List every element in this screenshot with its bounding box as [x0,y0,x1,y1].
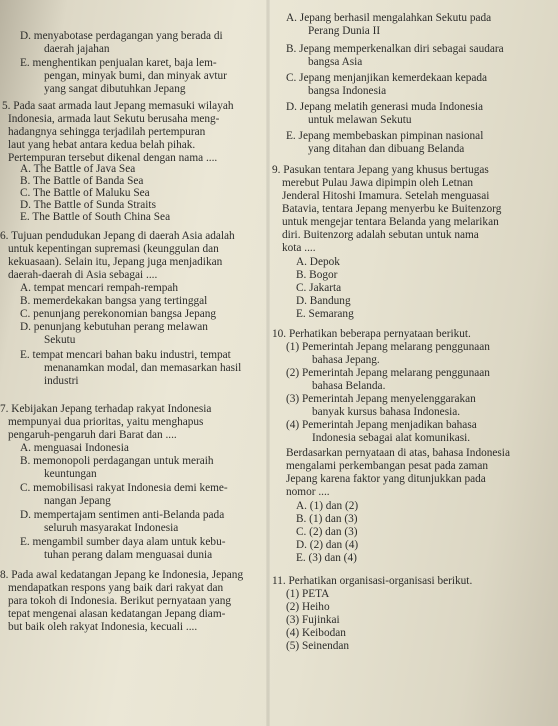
text-line: kekuasaan). Selain itu, Jepang juga menjadikan [8,256,223,268]
text-line: mendapatkan respons yang baik dari rakyat dan [8,582,224,594]
text-line: para tokoh di Indonesia. Berikut pernyataan yang [8,595,232,607]
text-line: industri [44,375,79,387]
text-line: D. mempertajam sentimen anti-Belanda pada [20,509,225,521]
text-line: (5) Seinendan [286,640,350,652]
text-line: C. memobilisasi rakyat Indonesia demi keme- [20,482,228,494]
text-line: Perang Dunia II [308,25,381,37]
text-line: (3) Pemerintah Jepang menyelenggarakan [286,393,476,405]
text-line: Jenderal Hitoshi Imamura. Setelah menguasai [282,190,490,202]
text-line: 7. Kebijakan Jepang terhadap rakyat Indonesia [0,403,212,415]
text-line: Batavia, tentara Jepang menyerbu ke Buitenzorg [282,203,502,215]
text-line: laut yang hebat antara kedua belah pihak. [8,139,196,151]
text-line: pengan, minyak bumi, dan minyak avtur [44,70,227,82]
text-line: seluruh masyarakat Indonesia [44,522,179,534]
text-line: A. The Battle of Java Sea [20,163,136,175]
text-line: (2) Heiho [286,601,330,613]
text-line: D. Bandung [296,295,351,307]
text-line: yang ditahan dan dibuang Belanda [308,143,465,155]
text-line: A. Jepang berhasil mengalahkan Sekutu pada [286,12,492,24]
text-line: untuk kepentingan supremasi (keunggulan dan [8,243,219,255]
text-line: daerah-daerah di Asia sebagai .... [8,269,158,281]
text-line: bangsa Asia [308,56,363,68]
text-line: merebut Pulau Jawa dipimpin oleh Letnan [282,177,474,189]
text-line: pengaruh-pengaruh dari Barat dan .... [8,429,177,441]
text-line: yang sangat dibutuhkan Jepang [44,83,186,95]
text-line: tuhan perang dalam menguasai dunia [44,549,213,561]
text-line: mempunyai dua prioritas, yaitu menghapus [8,416,204,428]
text-line: D. The Battle of Sunda Straits [20,199,156,211]
text-line: 11. Perhatikan organisasi-organisasi berikut. [272,575,473,587]
text-line: A. (1) dan (2) [296,500,359,512]
text-line: bahasa Belanda. [312,380,386,392]
text-line: C. penunjang perekonomian bangsa Jepang [20,308,217,320]
text-line: nangan Jepang [44,495,111,507]
text-line: bahasa Jepang. [312,354,380,366]
text-line: (4) Pemerintah Jepang menjadikan bahasa [286,419,477,431]
text-line: (3) Fujinkai [286,614,340,626]
text-line: (1) PETA [286,588,330,600]
text-line: D. Jepang melatih generasi muda Indonesia [286,101,484,113]
text-line: C. Jakarta [296,282,342,294]
text-line: A. Depok [296,256,340,268]
text-line: 10. Perhatikan beberapa pernyataan berikut. [272,328,471,340]
text-line: bangsa Indonesia [308,85,387,97]
text-line: Jepang karena faktor yang ditunjukkan pada [286,473,486,485]
text-line: but baik oleh rakyat Indonesia, kecuali .... [8,621,198,633]
text-line: D. penunjang kebutuhan perang melawan [20,321,208,333]
text-line: Indonesia, armada laut Sekutu berusaha meng- [8,113,220,125]
text-line: B. The Battle of Banda Sea [20,175,144,187]
text-line: C. The Battle of Maluku Sea [20,187,150,199]
text-line: tepat mengenai alasan kedatangan Jepang diam- [8,608,226,620]
text-line: B. (1) dan (3) [296,513,358,525]
text-line: (4) Keibodan [286,627,346,639]
text-line: hadangnya sehingga terjadilah pertempuran [8,126,206,138]
text-line: Sekutu [44,334,76,346]
text-line: 6. Tujuan pendudukan Jepang di daerah Asia adalah [0,230,235,242]
text-line: E. menghentikan penjualan karet, baja lem- [20,57,217,69]
text-line: D. menyabotase perdagangan yang berada di [20,30,223,42]
text-line: B. memonopoli perdagangan untuk meraih [20,455,214,467]
text-line: keuntungan [44,468,97,480]
text-line: untuk melawan Sekutu [308,114,412,126]
text-line: E. (3) dan (4) [296,552,357,564]
text-line: Pertempuran tersebut dikenal dengan nama .... [8,152,218,164]
text-line: nomor .... [286,486,330,498]
text-line: kota .... [282,242,316,254]
text-line: E. Semarang [296,308,354,320]
text-line: A. tempat mencari rempah-rempah [20,282,179,294]
text-line: daerah jajahan [44,43,110,55]
text-line: E. tempat mencari bahan baku industri, tempat [20,349,231,361]
text-line: 9. Pasukan tentara Jepang yang khusus bertugas [272,164,489,176]
text-line: untuk mengejar tentara Belanda yang melarikan [282,216,499,228]
text-line: 8. Pada awal kedatangan Jepang ke Indonesia, Jepang [0,569,244,581]
text-line: 5. Pada saat armada laut Jepang memasuki wilayah [2,100,234,112]
text-line: mengalami perkembangan pesat pada zaman [286,460,488,472]
text-line: B. Bogor [296,269,338,281]
text-line: C. (2) dan (3) [296,526,358,538]
text-line: diri. Buitenzorg adalah sebutan untuk nama [282,229,479,241]
text-line: Berdasarkan pernyataan di atas, bahasa Indonesia [286,447,510,459]
text-line: E. The Battle of South China Sea [20,211,171,223]
text-line: (1) Pemerintah Jepang melarang penggunaan [286,341,490,353]
text-line: B. Jepang memperkenalkan diri sebagai saudara [286,43,504,55]
text-line: menanamkan modal, dan memasarkan hasil [44,362,242,374]
text-line: B. memerdekakan bangsa yang tertinggal [20,295,208,307]
text-line: A. menguasai Indonesia [20,442,129,454]
page-gutter [266,0,270,726]
text-line: D. (2) dan (4) [296,539,359,551]
text-line: C. Jepang menjanjikan kemerdekaan kepada [286,72,488,84]
text-line: banyak kursus bahasa Indonesia. [312,406,461,418]
text-line: (2) Pemerintah Jepang melarang penggunaan [286,367,490,379]
text-line: E. Jepang membebaskan pimpinan nasional [286,130,484,142]
text-line: Indonesia sebagai alat komunikasi. [312,432,471,444]
text-line: E. mengambil sumber daya alam untuk kebu- [20,536,226,548]
